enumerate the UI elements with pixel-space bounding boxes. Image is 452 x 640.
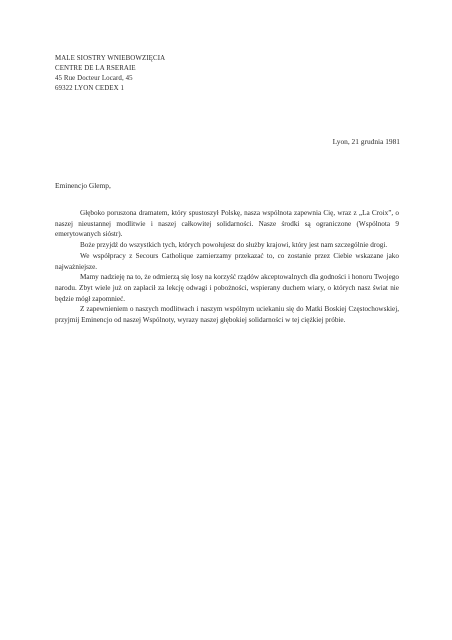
body-paragraph: Głęboko poruszona dramatem, który spustoszył Polskę, nasza wspólnota zapewnia Cię, wraz z „La Croix”, o naszej nieustannej modlitwie i naszej całkowitej solidarności. Nasze środki są ograniczone (Wspólnota 9 emerytowanych sióstr). — [55, 209, 399, 239]
letter-date: Lyon, 21 grudnia 1981 — [332, 137, 400, 146]
sender-line: MALE SIOSTRY WNIEBOWZIĘCIA — [55, 55, 166, 62]
salutation: Eminencjo Glemp, — [55, 181, 111, 190]
sender-line: CENTRE DE LA RSERAIE — [55, 65, 136, 72]
body-paragraph: Mamy nadzieję na to, że odmierzą się losy na korzyść rządów akceptowalnych dla godności i honoru Twojego narodu. Zbyt wiele już on zapłacił za lekcję odwagi i pobożności, wspierany duchem wiary, o których nasz świat nie będzie mógł zapomnieć. — [55, 273, 399, 303]
body-paragraph: Z zapewnieniem o naszych modlitwach i naszym wspólnym uciekaniu się do Matki Boskiej Częstochowskiej, przyjmij Eminencjo od naszej Wspólnoty, wyrazy naszej głębokiej solidarności w tej ciężkiej próbie. — [55, 305, 399, 325]
sender-address — [55, 54, 165, 94]
sender-line: 45 Rue Docteur Locard, 45 — [55, 75, 133, 82]
body-paragraph: We współpracy z Secours Catholique zamierzamy przekazać to, co zostanie przez Ciebie wskazane jako najważniejsze. — [55, 251, 399, 271]
letter-body — [55, 208, 399, 326]
sender-line: 69322 LYON CEDEX 1 — [55, 85, 125, 92]
body-paragraph: Boże przyjdź do wszystkich tych, których powołujesz do służby krajowi, który jest nam szczególnie drogi. — [80, 241, 388, 250]
